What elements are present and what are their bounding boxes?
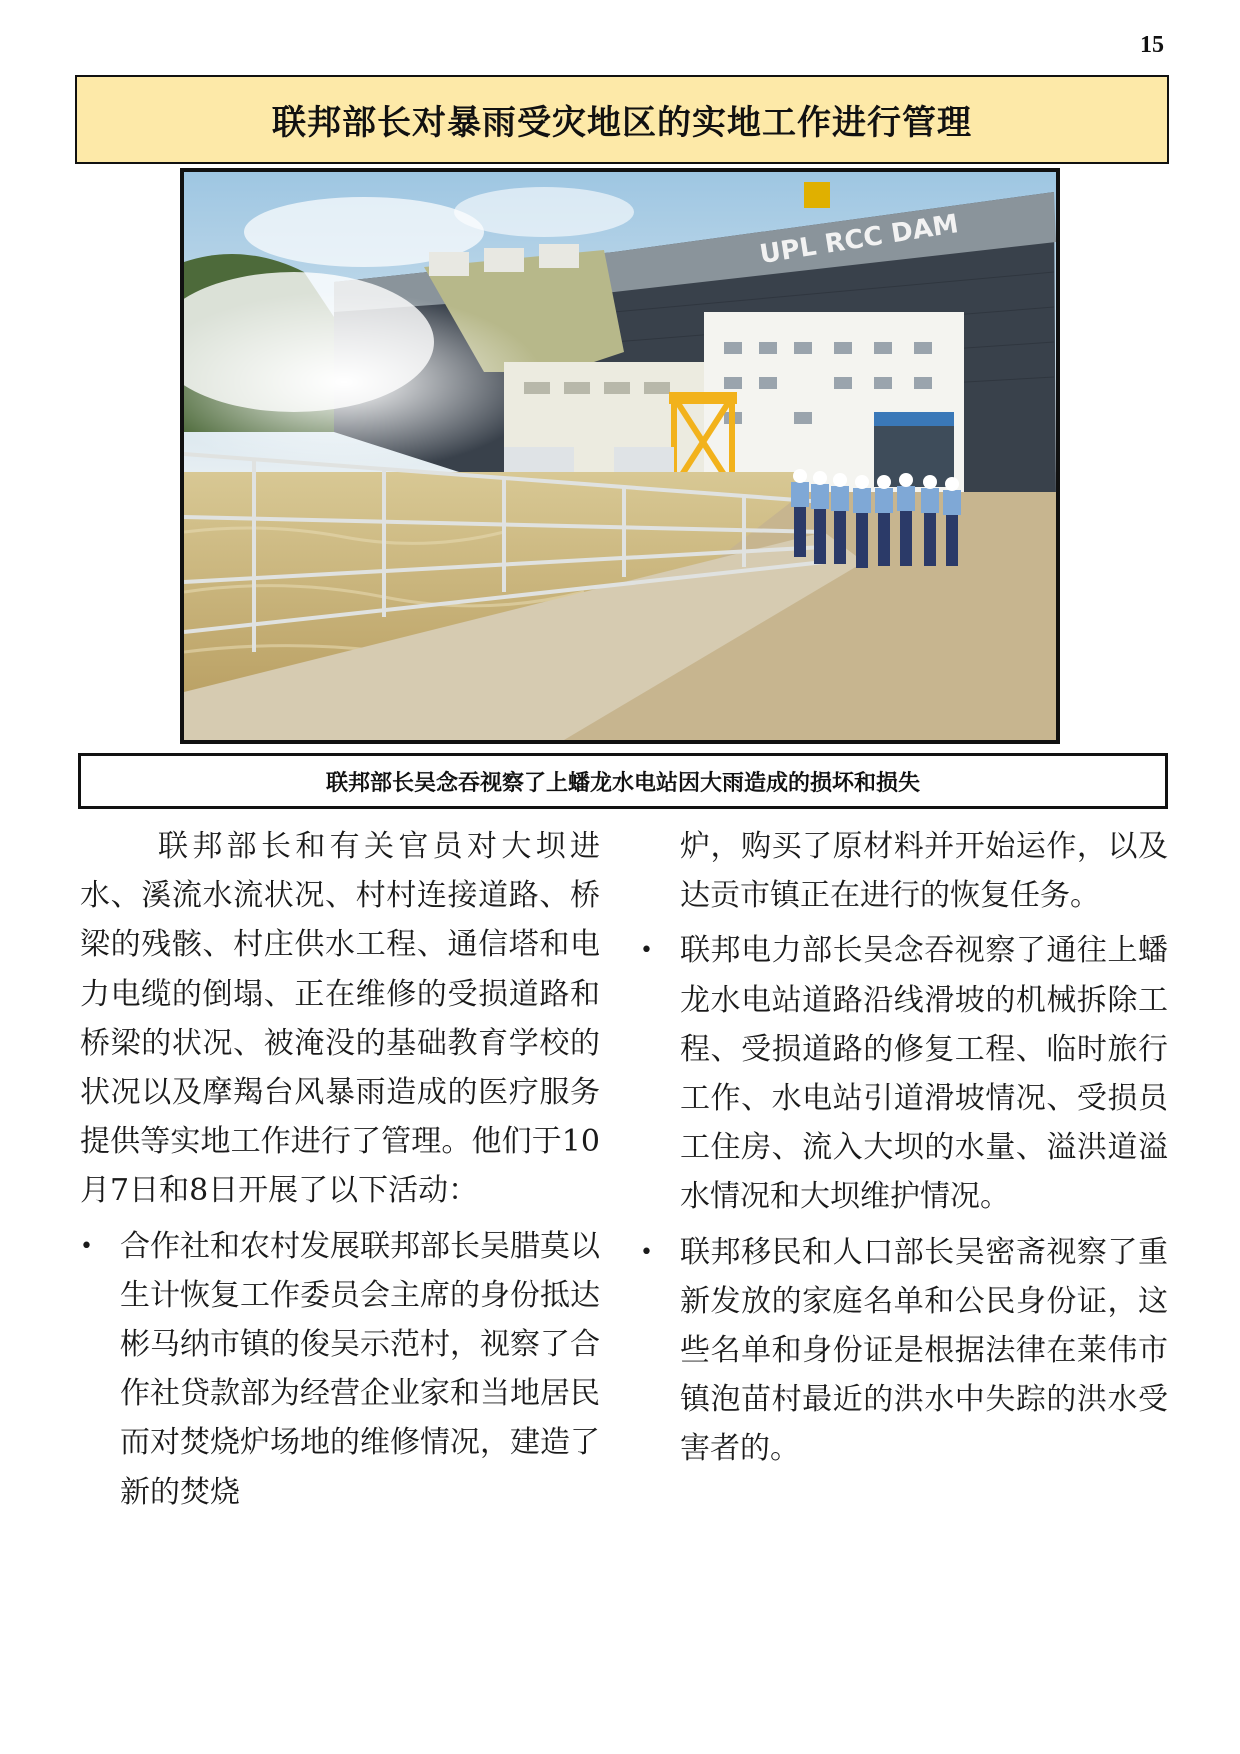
caption-box [78,753,1168,809]
page-title: 联邦部长对暴雨受灾地区的实地工作进行管理 [272,103,972,143]
photo-caption: 联邦部长吴念吞视察了上蟠龙水电站因大雨造成的损坏和损失 [325,770,920,796]
intro-paragraph: 联邦部长和有关官员对大坝进水、溪流水流状况、村村连接道路、桥梁的残骸、村庄供水工程、通信塔和电力电缆的倒塌、正在维修的受损道路和桥梁的状况、被淹没的基础教育学校的状况以及摩羯台风暴雨造成的医疗服务提供等实地工作进行了管理。他们于10月7日和8日开展了以下活动： [80,829,600,1209]
list-item [80,1222,600,1517]
page-number: 15 [1140,32,1164,58]
bullet-dot: • [640,1239,653,1265]
bullet-text: 联邦移民和人口部长吴密斋视察了重新发放的家庭名单和公民身份证，这些名单和身份证是根据法律在莱伟市镇泡苗村最近的洪水中失踪的洪水受害者的。 [680,1234,1168,1467]
dam-sign: UPL RCC DAM [757,209,961,271]
bullet-list-right [640,926,1168,1473]
bullet-list-left [80,1222,600,1517]
bullet-text: 合作社和农村发展联邦部长吴腊莫以生计恢复工作委员会主席的身份抵达彬马纳市镇的俊吴示范村，视察了合作社贷款部为经营企业家和当地居民而对焚烧炉场地的维修情况，建造了新的焚烧 [120,1228,600,1510]
right-column [640,822,1168,1480]
bullet-dot: • [640,938,653,964]
title-box [75,75,1169,164]
list-item [640,1228,1168,1474]
bullet-dot: • [80,1233,93,1259]
left-column [80,822,600,1521]
bullet-continuation: 炉，购买了原材料并开始运作，以及达贡市镇正在进行的恢复任务。 [680,829,1168,914]
list-item [640,926,1168,1221]
bullet-text: 联邦电力部长吴念吞视察了通往上蟠龙水电站道路沿线滑坡的机械拆除工程、受损道路的修复工程、临时旅行工作、水电站引道滑坡情况、受损员工住房、流入大坝的水量、溢洪道溢水情况和大坝维护情况。 [680,933,1168,1215]
dam-photo [180,168,1060,744]
